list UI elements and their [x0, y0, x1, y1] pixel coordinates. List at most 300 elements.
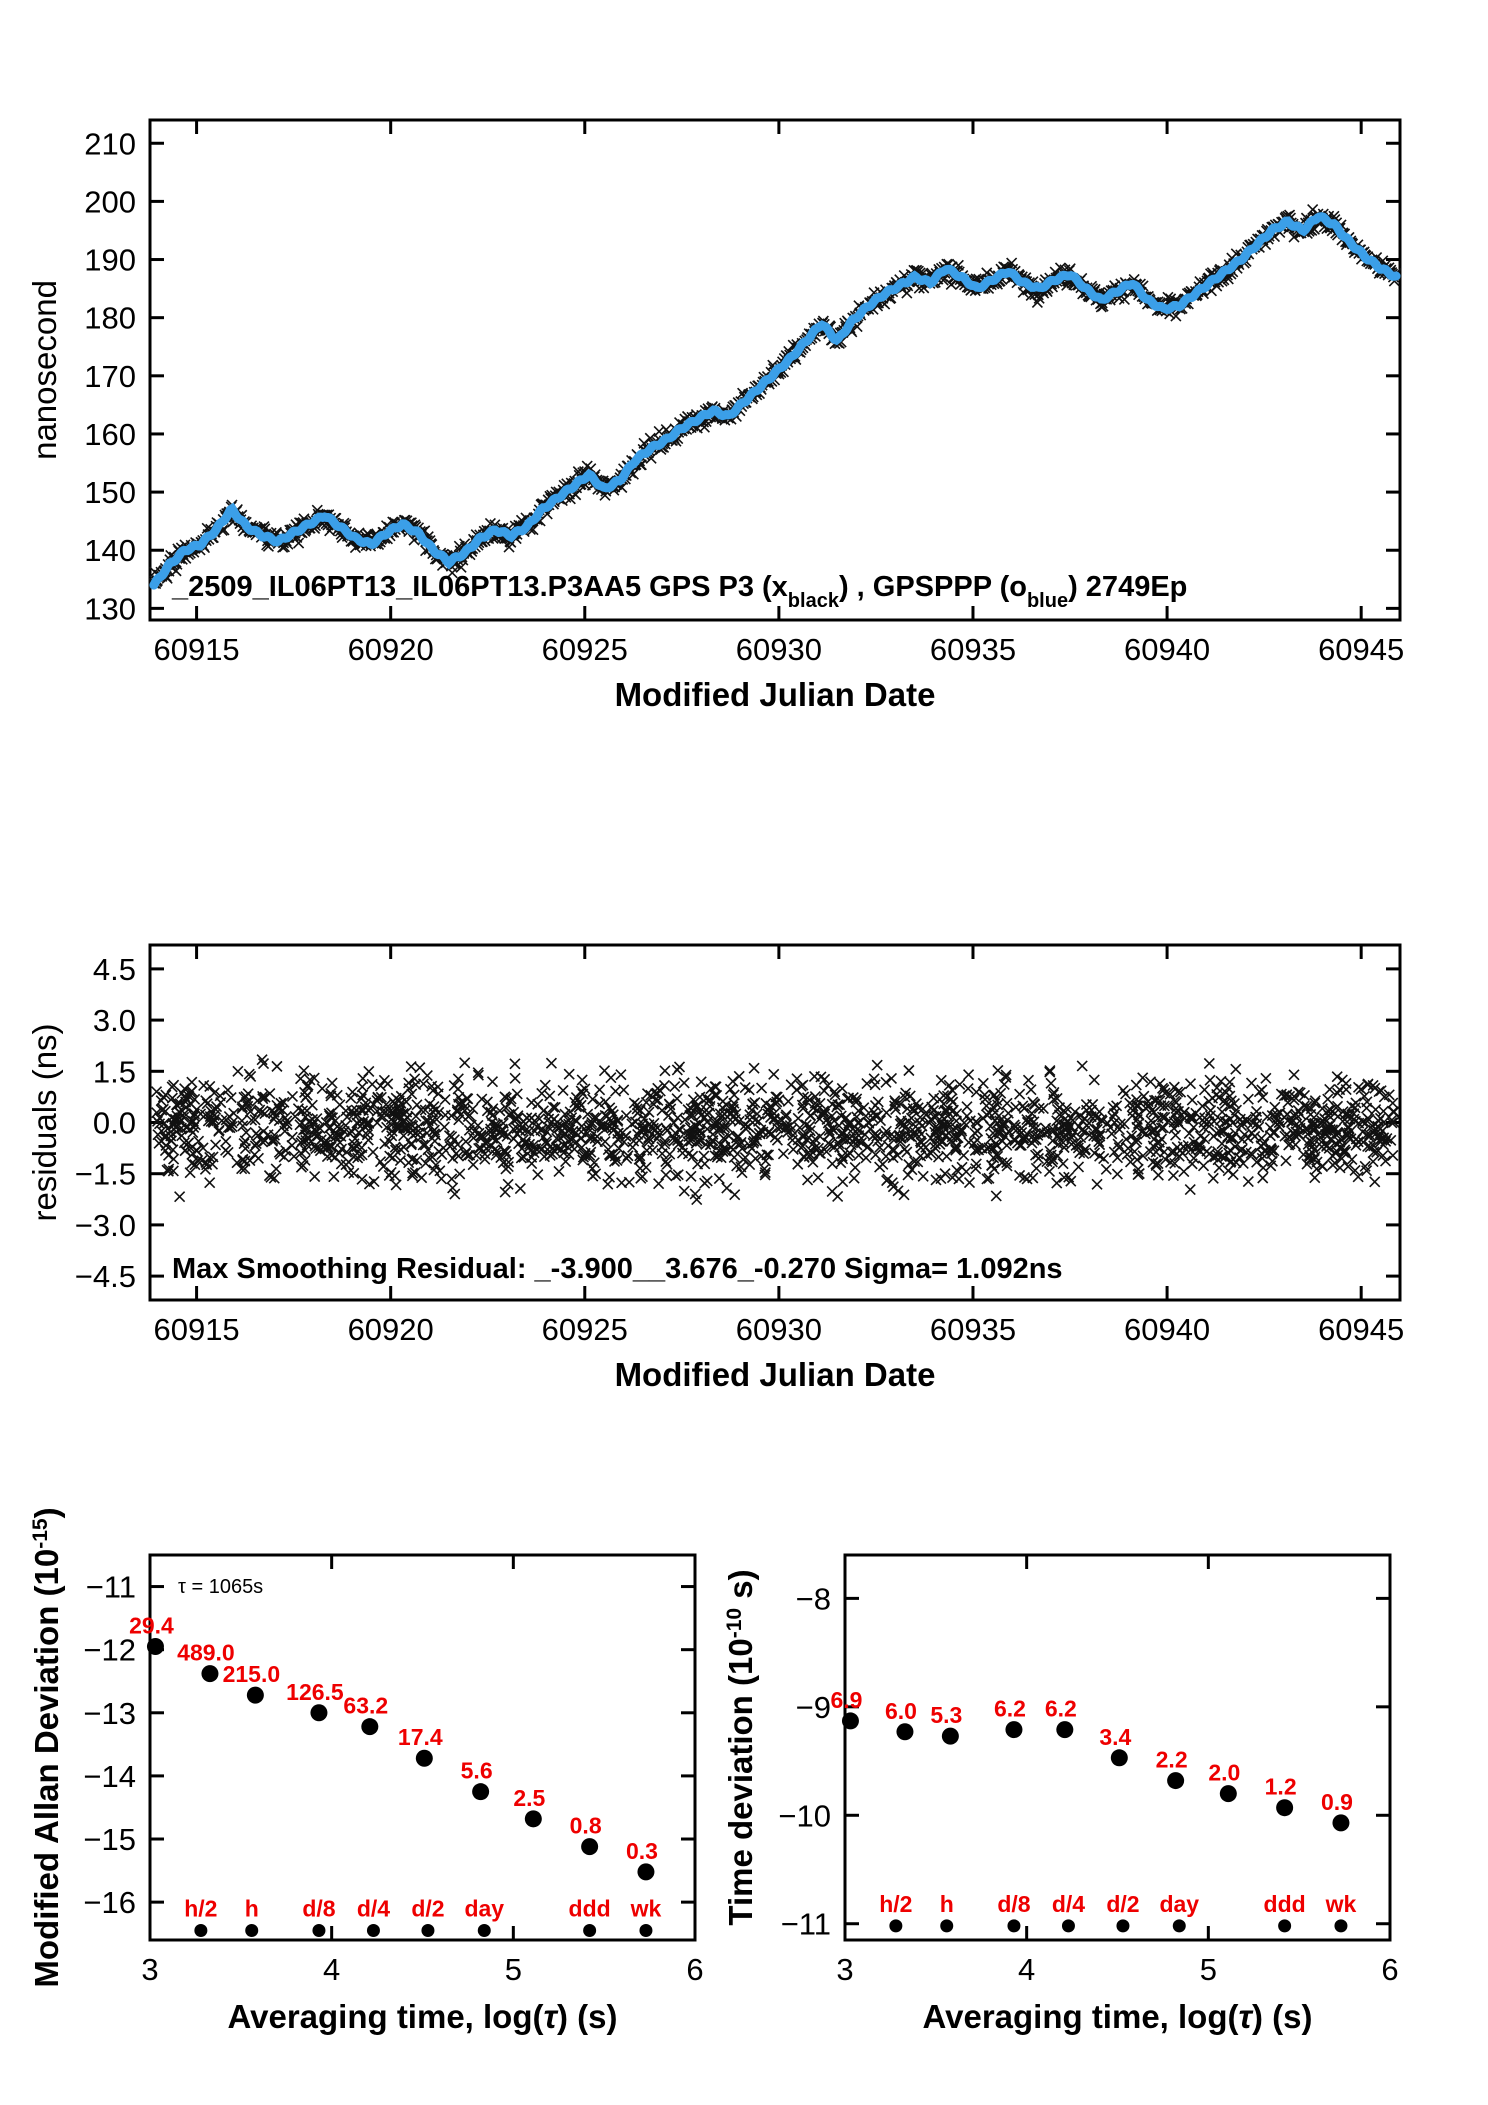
- data-point: [247, 1687, 264, 1704]
- data-marker-x: [1179, 1167, 1189, 1177]
- data-marker-x: [1002, 1098, 1012, 1108]
- data-marker-x: [1289, 1070, 1299, 1080]
- data-marker-x: [859, 1103, 869, 1113]
- ytick-label: −13: [83, 1695, 136, 1731]
- data-marker-x: [679, 1078, 689, 1088]
- data-marker-x: [307, 1100, 317, 1110]
- tau-ticks-tdev-plot: [879, 1891, 1356, 1933]
- data-marker-x: [749, 1063, 759, 1073]
- ytick-label: −10: [778, 1798, 831, 1834]
- data-marker-x: [310, 1172, 320, 1182]
- data-point: [581, 1838, 598, 1855]
- data-marker-x: [358, 1073, 368, 1083]
- data-marker-x: [854, 1150, 864, 1160]
- data-point: [637, 1863, 654, 1880]
- tau-marker: [245, 1924, 258, 1937]
- data-marker-x: [1168, 1171, 1178, 1181]
- data-marker-x: [838, 1177, 848, 1187]
- point-label: 489.0: [177, 1639, 235, 1666]
- data-marker-x: [1046, 1078, 1056, 1088]
- data-marker-x: [850, 1163, 860, 1173]
- data-marker-x: [886, 1073, 896, 1083]
- data-marker-x: [881, 1108, 891, 1118]
- yaxis-label-residuals: residuals (ns): [26, 1023, 63, 1222]
- ytick-label: 170: [84, 358, 136, 394]
- data-marker-x: [468, 1160, 478, 1170]
- data-marker-x: [971, 1087, 981, 1097]
- xtick-label: 60915: [153, 632, 240, 667]
- data-marker-x: [287, 1091, 297, 1101]
- xaxis-label-tdev-plot: Averaging time, log(τ) (s): [922, 1998, 1313, 2035]
- point-label: 6.9: [830, 1686, 863, 1713]
- data-marker-x: [722, 1183, 732, 1193]
- data-marker-x: [1133, 1170, 1143, 1180]
- data-marker-x: [1023, 1075, 1033, 1085]
- data-marker-x: [512, 1089, 522, 1099]
- tau-marker: [367, 1924, 380, 1937]
- data-marker-x: [1052, 1178, 1062, 1188]
- data-marker-x: [1335, 1085, 1345, 1095]
- data-marker-x: [875, 1116, 885, 1126]
- point-label: 6.2: [993, 1695, 1026, 1722]
- ytick-label: 140: [84, 533, 136, 569]
- phase-annotation: _2509_IL06PT13_IL06PT13.P3AA5 GPS P3 $(x_{black})$ , GPSPPP $(o_{blue})$ 2749Ep: [172, 571, 1188, 612]
- data-marker-x: [537, 1088, 547, 1098]
- point-label: 17.4: [397, 1724, 443, 1751]
- data-marker-x: [904, 1066, 914, 1076]
- data-marker-x: [376, 1081, 386, 1091]
- point-label: 5.3: [930, 1702, 963, 1729]
- ytick-label: −11: [85, 1569, 136, 1605]
- tau-tick-label: h: [939, 1890, 954, 1917]
- data-marker-x: [1045, 1067, 1055, 1077]
- data-marker-x: [558, 1085, 568, 1095]
- data-marker-x: [1074, 1162, 1084, 1172]
- data-marker-x: [686, 1171, 696, 1181]
- data-marker-x: [903, 1170, 913, 1180]
- tau-marker: [639, 1924, 652, 1937]
- tau-note: τ = 1065s: [178, 1576, 264, 1598]
- data-marker-x: [989, 1091, 999, 1101]
- data-marker-x: [391, 1180, 401, 1190]
- tau-ticks-mdev-plot: [184, 1896, 661, 1938]
- tau-tick-label: day: [464, 1895, 505, 1922]
- data-marker-x: [861, 1153, 871, 1163]
- xtick-label: 6: [686, 1952, 704, 1987]
- data-marker-x: [1171, 1130, 1181, 1140]
- data-marker-x: [358, 1090, 368, 1100]
- data-marker-x: [1095, 1151, 1105, 1161]
- data-marker-x: [258, 1126, 268, 1136]
- data-marker-x: [1254, 1122, 1264, 1132]
- xtick-label: 3: [836, 1952, 854, 1987]
- data-marker-x: [1388, 1150, 1398, 1160]
- ytick-label: −14: [83, 1758, 136, 1794]
- data-marker-x: [1209, 1131, 1219, 1141]
- data-marker-x: [827, 1099, 837, 1109]
- data-marker-x: [696, 1077, 706, 1087]
- data-marker-x: [199, 1080, 209, 1090]
- data-marker-x: [1185, 1185, 1195, 1195]
- tau-marker: [1173, 1919, 1186, 1932]
- data-marker-x: [1081, 1100, 1091, 1110]
- point-label: 6.2: [1044, 1695, 1077, 1722]
- data-marker-x: [616, 1070, 626, 1080]
- data-marker-x: [1281, 1156, 1291, 1166]
- tau-tick-label: d/8: [302, 1895, 336, 1922]
- data-point: [1332, 1814, 1349, 1831]
- data-marker-x: [1231, 1064, 1241, 1074]
- data-marker-x: [728, 1076, 738, 1086]
- data-marker-x: [271, 1164, 281, 1174]
- xtick-label: 60915: [153, 1312, 240, 1347]
- data-point: [416, 1750, 433, 1767]
- data-marker-x: [1370, 1177, 1380, 1187]
- data-marker-x: [964, 1070, 974, 1080]
- tau-tick-label: d/2: [1106, 1890, 1140, 1917]
- tau-marker: [889, 1919, 902, 1932]
- ytick-label: −9: [795, 1689, 831, 1725]
- xtick-label: 6: [1381, 1952, 1399, 1987]
- data-marker-x: [211, 1140, 221, 1150]
- data-marker-x: [390, 1171, 400, 1181]
- tau-marker: [421, 1924, 434, 1937]
- data-marker-x: [1332, 1072, 1342, 1082]
- data-marker-x: [1204, 1058, 1214, 1068]
- data-marker-x: [1127, 1131, 1137, 1141]
- data-marker-x: [870, 1101, 880, 1111]
- data-marker-x: [402, 1107, 412, 1117]
- data-marker-x: [1185, 1079, 1195, 1089]
- data-marker-x: [813, 1173, 823, 1183]
- data-marker-x: [216, 1098, 226, 1108]
- tau-marker: [1334, 1919, 1347, 1932]
- xtick-label: 60945: [1318, 632, 1405, 667]
- data-marker-x: [368, 1147, 378, 1157]
- data-point: [201, 1665, 218, 1682]
- data-marker-x: [786, 1080, 796, 1090]
- points-mdev-plot: [129, 1613, 658, 1881]
- data-marker-x: [588, 1094, 598, 1104]
- point-label: 1.2: [1264, 1773, 1297, 1800]
- data-marker-x: [1092, 1179, 1102, 1189]
- data-point: [1276, 1799, 1293, 1816]
- data-marker-x: [1112, 1101, 1122, 1111]
- xtick-label: 4: [323, 1952, 341, 1987]
- xtick-label: 60920: [347, 1312, 434, 1347]
- ytick-label: −12: [83, 1632, 136, 1668]
- tau-tick-label: wk: [630, 1895, 662, 1922]
- ytick-label: 150: [84, 475, 136, 511]
- data-marker-x: [515, 1184, 525, 1194]
- data-marker-x: [1112, 1169, 1122, 1179]
- data-marker-x: [329, 1172, 339, 1182]
- data-marker-x: [769, 1069, 779, 1079]
- data-marker-x: [965, 1178, 975, 1188]
- data-marker-x: [546, 1058, 556, 1068]
- data-marker-x: [588, 1171, 598, 1181]
- data-marker-x: [395, 1156, 405, 1166]
- tau-marker: [940, 1919, 953, 1932]
- data-marker-x: [453, 1084, 463, 1094]
- data-marker-x: [1388, 1098, 1398, 1108]
- data-marker-x: [757, 1083, 767, 1093]
- ytick-label: −16: [83, 1885, 136, 1921]
- point-label: 29.4: [129, 1612, 174, 1639]
- data-marker-x: [1195, 1131, 1205, 1141]
- data-marker-x: [617, 1178, 627, 1188]
- data-point: [842, 1712, 859, 1729]
- data-marker-x: [740, 1083, 750, 1093]
- data-marker-x: [769, 1114, 779, 1124]
- xtick-label: 60925: [541, 1312, 628, 1347]
- data-marker-x: [437, 1150, 447, 1160]
- data-marker-x: [1208, 1173, 1218, 1183]
- data-point: [1220, 1785, 1237, 1802]
- data-marker-x: [833, 1191, 843, 1201]
- data-point: [310, 1704, 327, 1721]
- data-marker-x: [1090, 1148, 1100, 1158]
- data-marker-x: [1243, 1094, 1253, 1104]
- data-marker-x: [577, 1075, 587, 1085]
- xtick-label: 60935: [929, 1312, 1017, 1347]
- tau-tick-label: d/8: [997, 1890, 1031, 1917]
- ytick-label: −11: [780, 1906, 831, 1942]
- data-marker-x: [1184, 1128, 1194, 1138]
- data-marker-x: [1044, 1166, 1054, 1176]
- data-marker-x: [793, 1113, 803, 1123]
- data-marker-x: [1234, 1153, 1244, 1163]
- data-marker-x: [510, 1059, 520, 1069]
- ytick-label: −3.0: [74, 1207, 136, 1243]
- data-marker-x: [702, 1176, 712, 1186]
- data-marker-x: [1058, 1159, 1068, 1169]
- xtick-label: 60940: [1123, 1312, 1211, 1347]
- tau-tick-label: wk: [1325, 1890, 1357, 1917]
- point-label: 2.5: [513, 1784, 546, 1811]
- tau-marker: [194, 1924, 207, 1937]
- data-marker-x: [1108, 1102, 1118, 1112]
- data-marker-x: [503, 1179, 513, 1189]
- scatter-black: [149, 205, 1401, 589]
- data-marker-x: [962, 1102, 972, 1112]
- data-marker-x: [233, 1066, 243, 1076]
- data-marker-x: [660, 1066, 670, 1076]
- data-point: [896, 1723, 913, 1740]
- data-marker-x: [1228, 1170, 1238, 1180]
- tau-tick-label: ddd: [1263, 1890, 1306, 1917]
- data-marker-x: [1246, 1078, 1256, 1088]
- data-marker-x: [1015, 1089, 1025, 1099]
- data-marker-x: [1209, 1116, 1219, 1126]
- data-marker-x: [287, 1140, 297, 1150]
- panel-residuals-plot: [26, 945, 1404, 1393]
- point-label: 5.6: [460, 1757, 493, 1784]
- data-marker-x: [805, 1111, 815, 1121]
- data-point: [525, 1810, 542, 1827]
- scatter-residuals: [152, 1055, 1400, 1205]
- data-marker-x: [1011, 1102, 1021, 1112]
- data-marker-x: [564, 1069, 574, 1079]
- ytick-label: 4.5: [92, 951, 136, 987]
- data-marker-x: [187, 1077, 197, 1087]
- point-label: 0.8: [569, 1812, 602, 1839]
- ytick-label: −1.5: [74, 1156, 136, 1192]
- data-marker-x: [1265, 1131, 1275, 1141]
- data-marker-x: [272, 1061, 282, 1071]
- data-marker-x: [1258, 1173, 1268, 1183]
- data-marker-x: [1101, 1164, 1111, 1174]
- data-marker-x: [279, 1152, 289, 1162]
- data-marker-x: [1261, 1073, 1271, 1083]
- data-marker-x: [627, 1119, 637, 1129]
- data-marker-x: [1187, 1095, 1197, 1105]
- tau-marker: [1116, 1919, 1129, 1932]
- data-marker-x: [899, 1190, 909, 1200]
- data-point: [472, 1783, 489, 1800]
- data-marker-x: [730, 1190, 740, 1200]
- tau-tick-label: d/2: [411, 1895, 445, 1922]
- data-marker-x: [487, 1077, 497, 1087]
- ytick-label: −4.5: [74, 1259, 136, 1295]
- data-marker-x: [714, 1174, 724, 1184]
- data-marker-x: [815, 1131, 825, 1141]
- data-marker-x: [672, 1065, 682, 1075]
- data-marker-x: [1153, 1170, 1163, 1180]
- ytick-label: 130: [84, 591, 136, 627]
- xtick-label: 60935: [929, 632, 1017, 667]
- data-marker-x: [991, 1191, 1001, 1201]
- xtick-label: 60930: [735, 632, 822, 667]
- data-marker-x: [849, 1173, 859, 1183]
- data-marker-x: [1200, 1085, 1210, 1095]
- xtick-label: 3: [141, 1952, 159, 1987]
- data-marker-x: [1077, 1061, 1087, 1071]
- xaxis-label-phase: Modified Julian Date: [614, 676, 936, 713]
- data-marker-x: [1310, 1173, 1320, 1183]
- data-marker-x: [978, 1078, 988, 1088]
- data-marker-x: [793, 1159, 803, 1169]
- tau-marker: [1062, 1919, 1075, 1932]
- data-marker-x: [1323, 1094, 1333, 1104]
- tau-tick-label: h: [244, 1895, 259, 1922]
- data-marker-x: [827, 1159, 837, 1169]
- data-marker-x: [603, 1179, 613, 1189]
- xaxis-label-residuals: Modified Julian Date: [614, 1356, 936, 1393]
- data-marker-x: [872, 1060, 882, 1070]
- xtick-label: 5: [504, 1952, 522, 1987]
- data-marker-x: [406, 1062, 416, 1072]
- ytick-label: 190: [84, 242, 136, 278]
- data-marker-x: [327, 1078, 337, 1088]
- data-point: [1111, 1749, 1128, 1766]
- data-marker-x: [205, 1178, 215, 1188]
- point-label: 3.4: [1099, 1723, 1132, 1750]
- point-label: 63.2: [343, 1692, 389, 1719]
- data-marker-x: [927, 1102, 937, 1112]
- data-marker-x: [1070, 1107, 1080, 1117]
- data-marker-x: [1199, 1161, 1209, 1171]
- ytick-label: 210: [84, 126, 136, 162]
- data-marker-x: [1362, 1103, 1372, 1113]
- xtick-label: 5: [1199, 1952, 1217, 1987]
- tau-marker: [312, 1924, 325, 1937]
- point-label: 2.0: [1208, 1759, 1241, 1786]
- tau-tick-label: d/4: [356, 1895, 391, 1922]
- data-marker-x: [918, 1171, 928, 1181]
- xtick-label: 60920: [347, 632, 434, 667]
- point-label: 0.9: [1320, 1788, 1353, 1815]
- data-marker-x: [221, 1136, 231, 1146]
- data-marker-x: [1105, 1123, 1115, 1133]
- tau-marker: [583, 1924, 596, 1937]
- panel-mdev-plot: [28, 1507, 704, 2035]
- data-marker-x: [1031, 1163, 1041, 1173]
- tau-marker: [1007, 1919, 1020, 1932]
- data-point: [942, 1728, 959, 1745]
- data-marker-x: [175, 1192, 185, 1202]
- data-marker-x: [1149, 1095, 1159, 1105]
- ytick-label: −8: [795, 1581, 831, 1617]
- xtick-label: 4: [1018, 1952, 1036, 1987]
- data-marker-x: [1250, 1131, 1260, 1141]
- data-marker-x: [1026, 1085, 1036, 1095]
- ytick-label: 3.0: [92, 1003, 136, 1039]
- data-marker-x: [433, 1082, 443, 1092]
- data-marker-x: [679, 1186, 689, 1196]
- data-marker-x: [725, 1084, 735, 1094]
- ytick-label: −15: [83, 1822, 136, 1858]
- panel-phase-plot: [26, 120, 1404, 713]
- ytick-label: 160: [84, 416, 136, 452]
- data-point: [147, 1638, 164, 1655]
- ytick-label: 180: [84, 300, 136, 336]
- data-marker-x: [999, 1079, 1009, 1089]
- data-marker-x: [619, 1085, 629, 1095]
- data-marker-x: [383, 1079, 393, 1089]
- data-marker-x: [734, 1071, 744, 1081]
- data-marker-x: [1243, 1177, 1253, 1187]
- residuals-annotation: Max Smoothing Residual: _-3.900__3.676_-0.270 Sigma= 1.092ns: [172, 1253, 1063, 1285]
- tau-tick-label: day: [1159, 1890, 1200, 1917]
- tau-tick-label: h/2: [184, 1895, 218, 1922]
- data-marker-x: [669, 1118, 679, 1128]
- data-marker-x: [500, 1187, 510, 1197]
- data-marker-x: [654, 1179, 664, 1189]
- point-label: 0.3: [625, 1837, 658, 1864]
- data-marker-x: [809, 1071, 819, 1081]
- data-marker-x: [378, 1162, 388, 1172]
- point-label: 6.0: [884, 1697, 917, 1724]
- data-marker-x: [700, 1159, 710, 1169]
- data-marker-x: [803, 1175, 813, 1185]
- data-marker-x: [438, 1143, 448, 1153]
- data-marker-x: [819, 1086, 829, 1096]
- data-marker-x: [369, 1177, 379, 1187]
- ytick-label: 200: [84, 184, 136, 220]
- data-point: [361, 1718, 378, 1735]
- tau-tick-label: h/2: [879, 1890, 913, 1917]
- xtick-label: 60925: [541, 632, 628, 667]
- data-marker-x: [460, 1058, 470, 1068]
- data-point: [1005, 1721, 1022, 1738]
- yaxis-label-phase: nanosecond: [26, 280, 63, 460]
- xaxis-label-mdev-plot: Averaging time, log(τ) (s): [227, 1998, 618, 2035]
- point-label: 215.0: [222, 1661, 281, 1688]
- data-marker-x: [152, 1087, 162, 1097]
- points-tdev-plot: [830, 1687, 1352, 1831]
- data-marker-x: [1205, 1075, 1215, 1085]
